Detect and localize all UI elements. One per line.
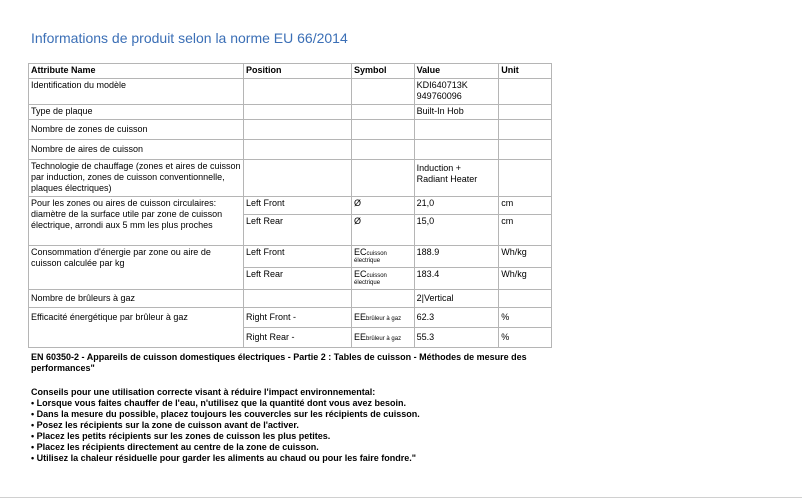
burners-value: 2|Vertical	[414, 290, 499, 308]
unit-cell: cm	[499, 197, 552, 215]
table-row	[29, 197, 552, 215]
divider	[0, 497, 802, 498]
value-cell: 15,0	[414, 215, 499, 246]
value-cell: 21,0	[414, 197, 499, 215]
advice-section	[31, 387, 591, 464]
row-label: Identification du modèle	[29, 79, 244, 105]
header-unit: Unit	[499, 64, 552, 79]
list-item: • Lorsque vous faites chauffer de l'eau, n'utilisez que la quantité dont vous avez besoin.	[31, 398, 407, 408]
table-row	[29, 160, 552, 197]
model-value	[414, 79, 499, 105]
table-row	[29, 79, 552, 105]
unit-cell: %	[499, 308, 552, 328]
hob-type-value: Built-In Hob	[414, 105, 499, 120]
header-value: Value	[414, 64, 499, 79]
list-item: • Utilisez la chaleur résiduelle pour garder les aliments au chaud ou pour les faire fondre."	[31, 453, 417, 463]
row-label: Consommation d'énergie par zone ou aire de cuisson calculée par kg	[29, 246, 244, 290]
table-row	[29, 308, 552, 328]
position-cell: Left Rear	[243, 215, 351, 246]
header-symbol: Symbol	[352, 64, 415, 79]
table-row	[29, 140, 552, 160]
advice-heading: Conseils pour une utilisation correcte visant à réduire l'impact environnemental:	[31, 387, 376, 397]
standard-note: EN 60350-2 - Appareils de cuisson domestiques électriques - Partie 2 : Tables de cuisson - Méthodes de mesure des performances"	[31, 352, 527, 373]
row-label: Type de plaque	[29, 105, 244, 120]
value-cell: 183.4	[414, 268, 499, 290]
row-label: Nombre de aires de cuisson	[29, 140, 244, 160]
table-row	[29, 120, 552, 140]
unit-cell: cm	[499, 215, 552, 246]
table-row	[29, 290, 552, 308]
unit-cell: Wh/kg	[499, 246, 552, 268]
header-attribute-name: Attribute Name	[29, 64, 244, 79]
row-label: Pour les zones ou aires de cuisson circulaires: diamètre de la surface utile par zone de cuisson électrique, arrondi aux 5 mm les plus proches	[29, 197, 244, 246]
row-label: Technologie de chauffage (zones et aires de cuisson par induction, zones de cuisson conventionnelle, plaques électriques)	[29, 160, 244, 197]
row-label: Efficacité énergétique par brûleur à gaz	[29, 308, 244, 348]
unit-cell: %	[499, 328, 552, 348]
position-cell: Left Front	[243, 246, 351, 268]
table-row	[29, 246, 552, 268]
position-cell: Right Front -	[243, 308, 351, 328]
list-item: • Placez les petits récipients sur les zones de cuisson les plus petites.	[31, 431, 331, 441]
page-title: Informations de produit selon la norme EU 66/2014	[31, 30, 348, 46]
symbol-cell: Ø	[352, 215, 415, 246]
row-label: Nombre de zones de cuisson	[29, 120, 244, 140]
tech-value: Induction + Radiant Heater	[414, 160, 499, 197]
header-position: Position	[243, 64, 351, 79]
symbol-cell: ECcuisson électrique	[352, 246, 415, 268]
model-code: KDI640713K	[416, 80, 468, 90]
value-cell: 188.9	[414, 246, 499, 268]
position-cell: Right Rear -	[243, 328, 351, 348]
list-item: • Placez les récipients directement au centre de la zone de cuisson.	[31, 442, 319, 452]
list-item: • Dans la mesure du possible, placez toujours les couvercles sur les récipients de cuisson.	[31, 409, 420, 419]
value-cell: 62.3	[414, 308, 499, 328]
position-cell: Left Rear	[243, 268, 351, 290]
symbol-cell: Ø	[352, 197, 415, 215]
list-item: • Posez les récipients sur la zone de cuisson avant de l'activer.	[31, 420, 299, 430]
row-label: Nombre de brûleurs à gaz	[29, 290, 244, 308]
unit-cell: Wh/kg	[499, 268, 552, 290]
position-cell: Left Front	[243, 197, 351, 215]
value-cell: 55.3	[414, 328, 499, 348]
table-row	[29, 105, 552, 120]
product-info-table	[28, 63, 552, 348]
symbol-cell: EEbrûleur à gaz	[352, 308, 415, 328]
model-number: 949760096	[416, 91, 462, 101]
symbol-cell: EEbrûleur à gaz	[352, 328, 415, 348]
table-header-row	[29, 64, 552, 79]
symbol-cell: ECcuisson électrique	[352, 268, 415, 290]
